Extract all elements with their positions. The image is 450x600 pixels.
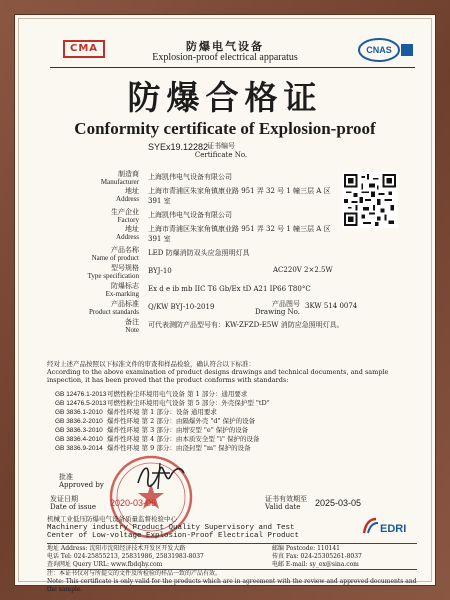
- certificate-title-cn: 防爆合格证: [127, 78, 323, 117]
- standard-item: GB 3836.1-2010 爆炸性环境 第 1 部分：设备 通用要求: [55, 408, 217, 416]
- standard-item: GB 3836.9-2014 爆炸性环境 第 9 部分：由浇封型 "m" 保护的设备: [55, 444, 251, 452]
- certificate-number-value: SYEx19.12282: [148, 142, 209, 152]
- qr-code[interactable]: [342, 172, 398, 228]
- certificate-title-en: Conformity certificate of Explosion-proof: [74, 119, 376, 138]
- standard-item: GB 12476.1-2013可燃性粉尘环境用电气设备 第 1 部分：通用要求: [55, 390, 248, 398]
- header-title-en: Explosion-proof electrical apparatus: [152, 52, 298, 63]
- statement: 经对上述产品按照以下标准文件的审查和样品检验，确认符合以下标准： According to the above examination of product designs drawings and technical documents, and sample inspection, it has been proved that the product conforms with standards:: [47, 360, 389, 384]
- svg-text:CNAS: CNAS: [366, 45, 392, 55]
- cma-logo: CMA: [63, 40, 105, 58]
- issue-date: 发证日期 Date of issue 2020-03-06: [50, 495, 96, 511]
- footnote: 注：本证书仅对与所提交的文件及所检验的样品一致的产品有效。 Note: This certificate is only valid for the products which are in agreement with the review and approved documents and the sample.: [47, 570, 417, 593]
- edri-logo: [360, 515, 415, 537]
- standard-item: GB 3836.2-2010 爆炸性环境 第 2 部分：由隔爆外壳 "d" 保护的设备: [55, 417, 256, 425]
- certificate-paper: CMA CNAS 防爆电气设备 Explosion-proof electrical apparatus 防爆合格证 Conformity certificate of Explosion-proof 证书编号 Certificate No. SYEx19.12282 制造商 Manufacturer 上海凯伟电气设备有限公司 地址 Address 上海市青浦区朱家角镇康业路 951 弄 32 号 1 幢三层 A 区 391 室 生产企业 Factory 上海凯伟电气设备有限公司 地址 Address 上海市青浦区朱家角镇康业路 951 弄 32 号 1 幢三层 A 区 391 室 产品名称 Name of product LED 防爆消防双头应急照明灯具 型号规格 Type specification BYJ-10 AC220V 2×2.5W 防爆标志 Ex-marking Ex d e ib mb IIC T6 Gb/Ex tD A21 IP66 T80°C 产品标准 Product standards Q/KW BYJ-10-2019 产品图号 Drawing No. 3KW 514 0074 备注 Note 可代表测防产品型号有：KW-ZFZD-E5W 消防应急照明灯具。 经对上述产品按照以下标准文件的审查和样品检验，确认符合以下标准： According to the above examination of product designs drawings and technical documents, and sample inspection, it has been proved that the product conforms with standards: GB 12476.1-2013可燃性粉尘环境用电气设备 第 1 部分：通用要求 GB 12476.5-2013可燃性粉尘环境用电气设备 第 5 部分：外壳保护型 "tD" GB 3836.1-2010 爆炸性环境 第 1 部分：设备 通用要求 GB 3836.2-2010 爆炸性环境 第 2 部分：由隔爆外壳 "d" 保护的设备 GB 3836.3-2010 爆炸性环境 第 3 部分：由增安型 "e" 保护的设备 GB 3836.4-2010 爆炸性环境 第 4 部分：由本质安全型 "i" 保护的设备 GB 3836.9-2014 爆炸性环境 第 9 部分：由浇封型 "m" 保护的设备 批准 Approved by 发证日期 Date of issue 2020-03-06 证书有效期至 Valid date 2025-03-05 机械工业低压防爆电气设备质量监督检验中心 Machinery industry Product Quality Supervisory and Test Center of Low-voltage Explosion-Proof Electrical Product EDRI 地址 Address: 沈阳市沈阳经济技术开发区开发大路 邮编 Postcode: 110141 电话 Tel: 024-25855213, 25831986, 25831983-8037 传真 Fax: 024-25305261-8037 查询网址 Query URL: www.fbdqhy.com 电邮 E-mail: sy_ex@sina.com 注：本证书仅对与所提交的文件及所检验的样品一致的产品有效。 Note: This certificate is only valid for the products which are in agreement with the review and approved documents and the sample.: [14, 14, 436, 586]
- issuing-center: 机械工业低压防爆电气设备质量监督检验中心 Machinery industry Product Quality Supervisory and Test Center of Low-voltage Explosion-Proof Electrical Product: [47, 515, 300, 540]
- svg-text:EDRI: EDRI: [380, 523, 407, 535]
- header-title-cn: 防爆电气设备: [186, 40, 264, 53]
- header-divider: [50, 67, 415, 68]
- footer-divider: [47, 543, 417, 544]
- valid-date-value: 2025-03-05: [315, 498, 362, 508]
- standard-item: GB 3836.3-2010 爆炸性环境 第 3 部分：由增安型 "e" 保护的设备: [55, 426, 249, 434]
- approved-by-label: 批准 Approved by: [59, 473, 104, 489]
- issue-date-value: 2020-03-06: [110, 498, 157, 508]
- standards-list: [55, 390, 415, 453]
- certificate-number: 证书编号 Certificate No. SYEx19.12282: [148, 142, 248, 159]
- valid-date: 证书有效期至 Valid date 2025-03-05: [265, 495, 307, 511]
- standard-item: GB 3836.4-2010 爆炸性环境 第 4 部分：由本质安全型 "i" 保护的设备: [55, 435, 260, 443]
- signature: [130, 455, 190, 495]
- standard-item: GB 12476.5-2013可燃性粉尘环境用电气设备 第 5 部分：外壳保护型 "tD": [55, 399, 270, 407]
